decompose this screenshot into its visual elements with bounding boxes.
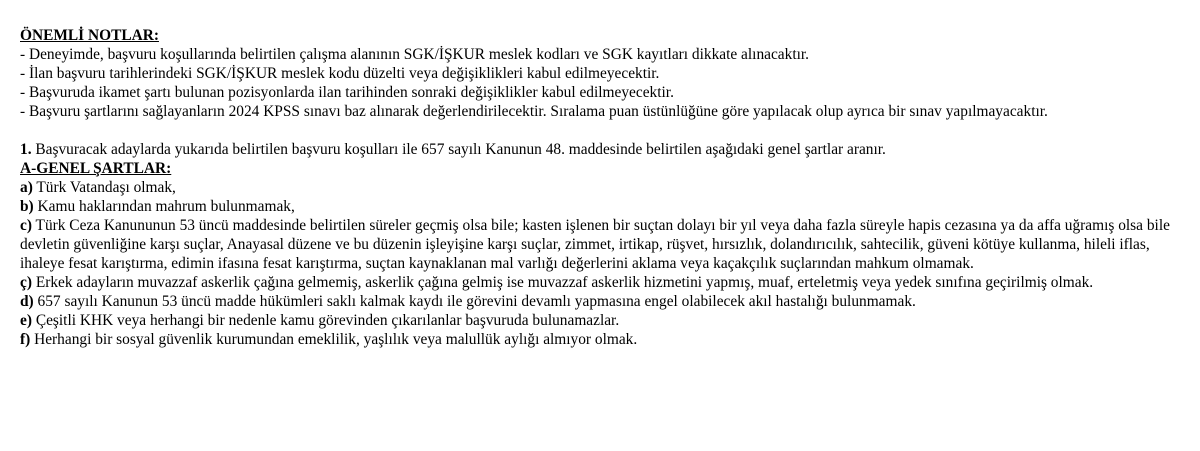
condition-label: d) [20,293,34,310]
condition-label: c) [20,217,32,234]
section-text: Başvuracak adaylarda yukarıda belirtilen başvuru koşulları ile 657 sayılı Kanunun 48. maddesinde belirtilen aşağıdaki genel şartlar aranır. [31,141,886,158]
note-item: - Başvuruda ikamet şartı bulunan pozisyonlarda ilan tarihinden sonraki değişiklikler kabul edilmeyecektir. [20,84,674,101]
condition-item [20,292,1188,311]
condition-item [20,330,1188,349]
section-1-paragraph [20,140,1188,159]
condition-text: Türk Vatandaşı olmak, [32,179,176,196]
condition-label: e) [20,312,32,329]
condition-item [20,273,1150,292]
section-number: 1. [20,141,32,158]
condition-label: f) [20,331,31,348]
condition-text: Herhangi bir sosyal güvenlik kurumundan emeklilik, yaşlılık veya malullük aylığı almıyor olmak. [30,331,638,348]
condition-text: Türk Ceza Kanununun 53 üncü maddesinde belirtilen süreler geçmiş olsa bile; kasten işlenen bir suçtan dolayı bir yıl veya daha fazla süreyle hapis cezasına ya da affa uğramış olsa bile devletin güvenliğine karşı suçlar, Anayasal düzene ve bu düzenin işleyişine karşı suçlar, zimmet, irtikap, rüşvet, hırsızlık, dolandırıcılık, sahtecilik, güveni kötüye kullanma, hileli iflas, ihaleye fesat karıştırma, edimin ifasına fesat karıştırma, suçtan kaynaklanan mal varlığı değerlerini aklama veya kaçakçılık suçlarından mahkum olmamak. [20,217,1170,272]
condition-label: b) [20,198,34,215]
condition-label: a) [20,179,33,196]
spacer [20,121,1188,140]
general-conditions-heading: A-GENEL ŞARTLAR: [20,160,172,177]
condition-text: Erkek adayların muvazzaf askerlik çağına gelmemiş, askerlik çağına gelmiş ise muvazzaf askerlik hizmetini yapmış, muaf, erteletmiş veya yedek sınıfına geçirilmiş olmak. [31,274,1094,291]
condition-item [20,311,1188,330]
condition-item [20,178,1188,197]
note-item: - Başvuru şartlarını sağlayanların 2024 KPSS sınavı baz alınarak değerlendirilecektir. Sıralama puan üstünlüğüne göre yapılacak olup ayrıca bir sınav yapılmayacaktır. [20,103,1048,120]
notes-heading: ÖNEMLİ NOTLAR: [20,27,159,44]
condition-text: Çeşitli KHK veya herhangi bir nedenle kamu görevinden çıkarılanlar başvuruda bulunamazlar. [31,312,620,329]
condition-text: 657 sayılı Kanunun 53 üncü madde hükümleri saklı kalmak kaydı ile görevini devamlı yapmasına engel olabilecek akıl hastalığı bulunmamak. [33,293,916,310]
condition-text: Kamu haklarından mahrum bulunmamak, [33,198,295,215]
condition-item [20,197,1188,216]
condition-label: ç) [20,274,32,291]
condition-item [20,216,1188,273]
note-item: - Deneyimde, başvuru koşullarında belirtilen çalışma alanının SGK/İŞKUR meslek kodları ve SGK kayıtları dikkate alınacaktır. [20,46,810,63]
note-item: - İlan başvuru tarihlerindeki SGK/İŞKUR meslek kodu düzelti veya değişiklikleri kabul edilmeyecektir. [20,65,660,82]
